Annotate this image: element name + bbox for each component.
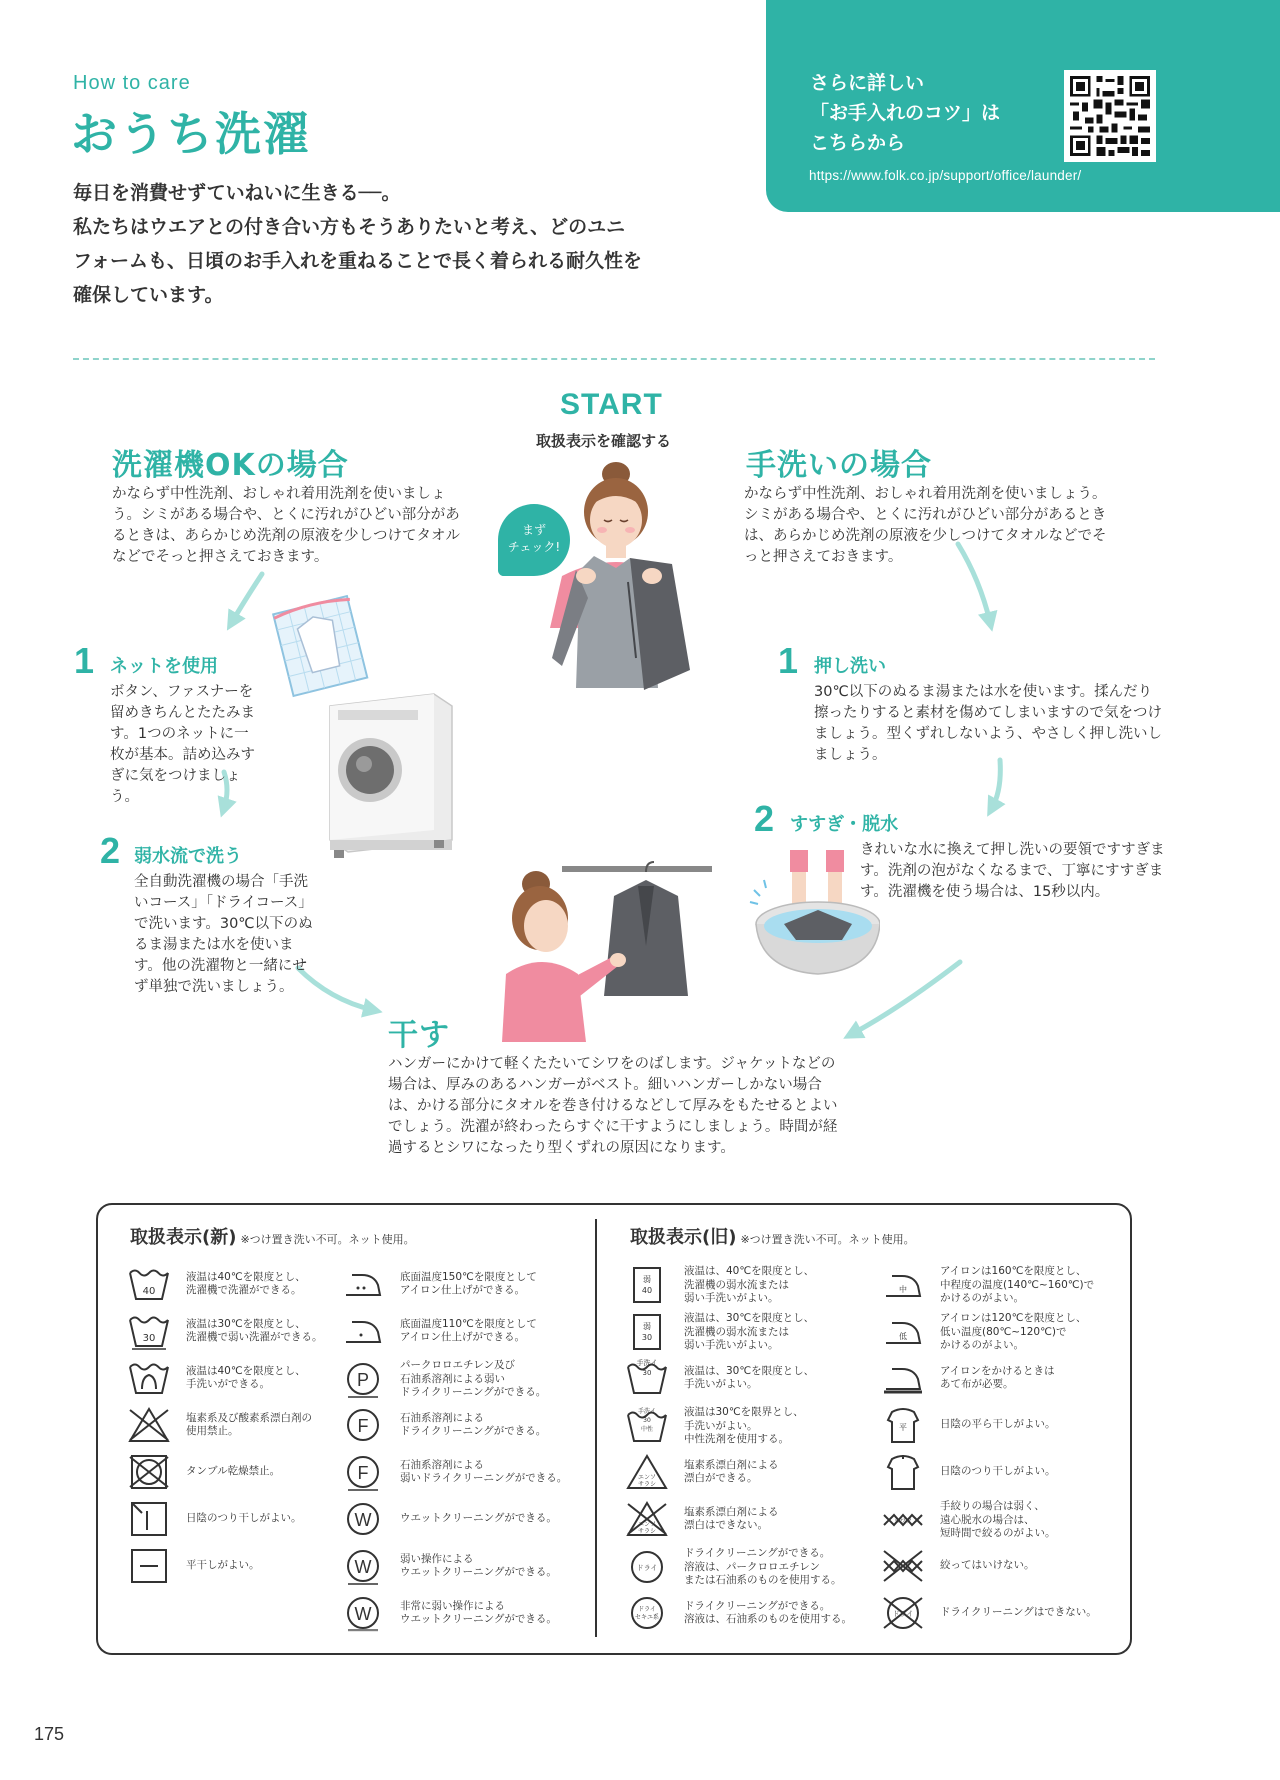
dry-clean-f-gentle-icon [340, 1453, 386, 1491]
svg-text:弱: 弱 [643, 1275, 651, 1285]
care-label-item [624, 1547, 842, 1588]
page-kicker: How to care [73, 72, 191, 94]
svg-text:F: F [357, 1463, 369, 1483]
care-label-item [880, 1594, 1097, 1632]
svg-text:W: W [354, 1557, 372, 1577]
old-iron-medium-icon [880, 1266, 926, 1304]
old-iron-low-icon [880, 1313, 926, 1351]
hand-wash-title: 手洗いの場合 [746, 448, 932, 483]
hand-step2-number: 2 [754, 798, 775, 839]
hand-wash-text: かならず中性洗剤、おしゃれ着用洗剤を使いましょう。シミがある場合や、とくに汚れがひどい部分があるときは、あらかじめ洗剤の原液を少しつけてタオルなどでそっと押さえておきます。 [744, 486, 1107, 565]
old-hand-wash-30-neutral-icon [624, 1407, 670, 1445]
intro-line: 私たちはウエアとの付き合い方もそうありたいと考え、どのユニ [73, 216, 626, 238]
care-new-title [130, 1223, 415, 1249]
care-label-item [880, 1453, 1056, 1491]
machine-step2-number: 2 [100, 830, 121, 871]
care-label-text: ドライクリーニングができる。 溶液は、パークロロエチレン または石油系のものを使用する。 [684, 1547, 842, 1586]
care-label-item [880, 1312, 1086, 1353]
care-label-text: 底面温度110℃を限度として アイロン仕上げができる。 [400, 1317, 537, 1343]
svg-text:ドライ: ドライ [636, 1564, 658, 1573]
care-labels-box [96, 1203, 1132, 1655]
old-no-chlorine-bleach-icon [624, 1500, 670, 1538]
care-label-item [624, 1594, 852, 1632]
care-label-item [624, 1312, 814, 1353]
intro-text [73, 176, 733, 312]
start-subtitle: 取扱表示を確認する [536, 432, 672, 450]
svg-text:W: W [354, 1510, 372, 1530]
care-label-text: 液温は、30℃を限度とし、 手洗いがよい。 [684, 1364, 815, 1390]
wet-clean-gentle-icon [340, 1547, 386, 1585]
care-label-text: アイロンは120℃を限度とし、 低い温度(80℃~120℃)で かけるのがよい。 [940, 1312, 1087, 1351]
more-info-line: 「お手入れのコツ」は [810, 102, 1001, 124]
svg-text:ヨワク: ヨワク [893, 1518, 913, 1526]
care-label-item [126, 1500, 302, 1538]
check-bubble-line: チェック! [507, 540, 561, 554]
old-hand-wash-30-icon [624, 1359, 670, 1397]
care-label-text: 塩素系漂白剤による 漂白ができる。 [684, 1458, 779, 1484]
old-dry-clean-icon [624, 1548, 670, 1586]
care-label-item [880, 1406, 1056, 1444]
no-tumble-dry-icon [126, 1453, 172, 1491]
woman-hanging-jacket-illustration [502, 846, 712, 1046]
care-label-item [340, 1500, 557, 1538]
machine-step2-text: 全自動洗濯機の場合「手洗いコース」「ドライコース」で洗います。30℃以下のぬるま湯または水を使います。他の洗濯物と一緒にせず単独で洗いましょう。 [134, 874, 313, 995]
care-label-text: 日陰の平ら干しがよい。 [940, 1418, 1056, 1431]
old-no-wring-icon [880, 1547, 926, 1585]
hand-step2-text: きれいな水に換えて押し洗いの要領ですすぎます。洗剤の泡がなくなるまで、丁寧にすすぎます。洗濯機を使う場合は、15秒以内。 [860, 842, 1165, 900]
care-label-text: 絞ってはいけない。 [940, 1559, 1035, 1572]
dashed-divider [73, 358, 1155, 360]
care-label-item [624, 1500, 779, 1538]
hand-step1-text: 30℃以下のぬるま湯または水を使います。揉んだり擦ったりすると素材を傷めてしまいますので気をつけましょう。型くずれしないよう、やさしく押し洗いしましょう。 [814, 684, 1162, 763]
care-label-item [340, 1594, 557, 1632]
more-info-box [766, 0, 1280, 212]
old-chlorine-bleach-icon [624, 1453, 670, 1491]
care-label-item [340, 1406, 546, 1444]
care-label-item [126, 1406, 312, 1444]
hand-step2-title: すすぎ・脱水 [790, 814, 899, 835]
old-no-dry-clean-icon [880, 1594, 926, 1632]
more-info-line: こちらから [810, 132, 906, 154]
care-label-item [340, 1312, 537, 1350]
care-label-text: 非常に弱い操作による ウエットクリーニングができる。 [400, 1599, 557, 1625]
iron-110-icon [340, 1312, 386, 1350]
old-flat-dry-shade-icon [880, 1406, 926, 1444]
start-label: START [560, 388, 663, 421]
care-label-text: 塩素系及び酸素系漂白剤の 使用禁止。 [186, 1411, 312, 1437]
svg-text:30: 30 [642, 1369, 652, 1377]
more-info-text [810, 68, 1000, 158]
care-label-item [880, 1547, 1035, 1585]
arrow-hand-step1-to-step2 [992, 760, 1000, 808]
svg-text:中性: 中性 [640, 1426, 654, 1434]
svg-text:低: 低 [899, 1332, 907, 1342]
care-label-item [126, 1265, 306, 1303]
care-label-text: 塩素系漂白剤による 漂白はできない。 [684, 1505, 779, 1531]
svg-text:エンソ: エンソ [637, 1474, 657, 1481]
care-label-text: ドライクリーニングはできない。 [940, 1606, 1097, 1619]
svg-text:サラシ: サラシ [637, 1528, 657, 1535]
wet-clean-very-gentle-icon [340, 1594, 386, 1632]
dry-clean-p-gentle-icon [340, 1360, 386, 1398]
laundry-net-illustration [268, 590, 372, 700]
svg-text:サラシ: サラシ [637, 1481, 657, 1488]
svg-text:手洗イ: 手洗イ [636, 1359, 658, 1367]
svg-text:ドライ: ドライ [892, 1610, 914, 1618]
iron-150-icon [340, 1265, 386, 1303]
svg-text:中: 中 [899, 1285, 907, 1295]
care-label-item [880, 1359, 1055, 1397]
care-label-item [624, 1406, 804, 1447]
arrow-machine-to-step1 [232, 574, 262, 622]
old-wring-gentle-icon [880, 1501, 926, 1539]
care-label-item [126, 1312, 323, 1350]
wet-clean-icon [340, 1500, 386, 1538]
care-old-title [630, 1223, 915, 1249]
intro-line: 確保しています。 [73, 284, 224, 306]
page-title: おうち洗濯 [71, 107, 311, 161]
care-label-text: ドライクリーニングができる。 溶液は、石油系のものを使用する。 [684, 1599, 852, 1625]
dry-text: ハンガーにかけて軽くたたいてシワをのばします。ジャケットなどの場合は、厚みのあるハンガーがベスト。細いハンガーしかない場合は、かける部分にタオルを巻き付けるなどして厚みをもたせるとよいでしょう。洗濯が終わったらすぐに干すようにしましょう。時間が経過するとシワになったり型くずれの原因になります。 [388, 1056, 838, 1156]
qr-code-icon[interactable] [1064, 70, 1156, 162]
care-label-text: 液温は、30℃を限度とし、 洗濯機の弱水流または 弱い手洗いがよい。 [684, 1312, 815, 1351]
page-number: 175 [34, 1724, 65, 1744]
old-iron-cloth-icon [880, 1359, 926, 1397]
old-line-dry-shade-icon [880, 1453, 926, 1491]
care-new-heading: 取扱表示(新) [130, 1227, 237, 1248]
svg-text:40: 40 [142, 1286, 156, 1297]
care-label-text: 底面温度150℃を限度として アイロン仕上げができる。 [400, 1270, 537, 1296]
care-label-item [126, 1359, 306, 1397]
svg-text:弱: 弱 [643, 1322, 651, 1332]
care-label-text: 液温は30℃を限度とし、 洗濯機で弱い洗濯ができる。 [186, 1317, 323, 1343]
no-bleach-icon [126, 1406, 172, 1444]
machine-step2-title: 弱水流で洗う [134, 846, 242, 867]
care-label-item [340, 1359, 546, 1400]
svg-text:ドライ: ドライ [638, 1606, 656, 1613]
machine-step1-number: 1 [74, 640, 95, 681]
wash-40-icon [126, 1265, 172, 1303]
svg-text:F: F [357, 1416, 369, 1436]
care-label-text: ウエットクリーニングができる。 [400, 1512, 557, 1525]
care-new-note: ※つけ置き洗い不可。ネット使用。 [240, 1233, 415, 1246]
machine-step1-title: ネットを使用 [110, 656, 218, 677]
woman-checking-jacket-illustration [532, 458, 698, 702]
svg-text:P: P [356, 1370, 370, 1391]
care-label-item [340, 1265, 537, 1303]
hand-step1-title: 押し洗い [814, 656, 886, 677]
care-label-text: 液温は30℃を限界とし、 手洗いがよい。 中性洗剤を使用する。 [684, 1406, 804, 1445]
care-label-text: 石油系溶剤による ドライクリーニングができる。 [400, 1411, 547, 1437]
intro-line: フォームも、日頃のお手入れを重ねることで長く着られる耐久性を [73, 250, 643, 272]
dry-title: 干す [388, 1018, 450, 1053]
care-label-text: 石油系溶剤による 弱いドライクリーニングができる。 [400, 1458, 568, 1484]
svg-text:30: 30 [142, 1333, 156, 1344]
care-label-text: 液温は、40℃を限度とし、 洗濯機の弱水流または 弱い手洗いがよい。 [684, 1265, 815, 1304]
care-label-text: 液温は40℃を限度とし、 手洗いができる。 [186, 1364, 306, 1390]
care-label-text: 液温は40℃を限度とし、 洗濯機で洗濯ができる。 [186, 1270, 306, 1296]
care-label-text: 日陰のつり干しがよい。 [940, 1465, 1056, 1478]
old-dry-clean-petroleum-icon [624, 1594, 670, 1632]
wash-30-gentle-icon [126, 1312, 172, 1350]
care-label-item [880, 1265, 1094, 1306]
old-wash-40-gentle-icon [624, 1266, 670, 1304]
care-label-item [624, 1453, 779, 1491]
support-url-link[interactable]: https://www.folk.co.jp/support/office/launder/ [809, 168, 1082, 183]
care-label-item [880, 1500, 1056, 1541]
care-label-text: 平干しがよい。 [186, 1559, 260, 1572]
care-label-text: 手絞りの場合は弱く、 遠心脱水の場合は、 短時間で絞るのがよい。 [940, 1500, 1056, 1539]
check-bubble-line: まず [521, 523, 546, 537]
intro-line: 毎日を消費せずていねいに生きる──。 [73, 182, 401, 204]
old-wash-30-gentle-icon [624, 1313, 670, 1351]
care-label-item [126, 1453, 280, 1491]
svg-text:セキユ系: セキユ系 [634, 1614, 660, 1621]
machine-ok-title: 洗濯機OKの場合 [112, 448, 349, 483]
more-info-line: さらに詳しい [810, 72, 925, 94]
svg-text:手洗イ: 手洗イ [637, 1408, 657, 1416]
svg-text:30: 30 [643, 1417, 651, 1425]
svg-text:30: 30 [641, 1333, 653, 1343]
care-label-text: タンブル乾燥禁止。 [186, 1465, 281, 1478]
care-label-text: パークロロエチレン及び 石油系溶剤による弱い ドライクリーニングができる。 [400, 1359, 547, 1398]
svg-text:40: 40 [641, 1286, 653, 1296]
svg-text:エンソ: エンソ [637, 1521, 657, 1528]
svg-text:平: 平 [899, 1423, 907, 1432]
care-label-item [624, 1359, 814, 1397]
hand-step1-number: 1 [778, 640, 799, 681]
svg-text:W: W [354, 1604, 372, 1624]
care-label-text: 弱い操作による ウエットクリーニングができる。 [400, 1552, 557, 1578]
line-dry-shade-icon [126, 1500, 172, 1538]
care-label-text: アイロンをかけるときは あて布が必要。 [940, 1364, 1055, 1390]
care-label-text: 日陰のつり干しがよい。 [186, 1512, 302, 1525]
dry-clean-f-icon [340, 1406, 386, 1444]
care-label-text: アイロンは160℃を限度とし、 中程度の温度(140℃~160℃)で かけるのがよい。 [940, 1265, 1095, 1304]
care-label-item [340, 1453, 567, 1491]
hand-wash-icon [126, 1359, 172, 1397]
care-label-item [126, 1547, 260, 1585]
flat-dry-icon [126, 1547, 172, 1585]
washing-machine-illustration [324, 690, 456, 860]
care-label-item [624, 1265, 814, 1306]
care-label-item [340, 1547, 557, 1585]
care-old-heading: 取扱表示(旧) [630, 1227, 737, 1248]
machine-ok-text: かならず中性洗剤、おしゃれ着用洗剤を使いましょう。シミがある場合や、とくに汚れがひどい部分があるときは、あらかじめ洗剤の原液を少しつけてタオルなどでそっと押さえておきます。 [112, 486, 460, 565]
machine-step1-text: ボタン、ファスナーを留めきちんとたたみます。1つのネットに一枚が基本。詰め込みすぎに気をつけましょう。 [110, 684, 255, 805]
hand-wash-basin-illustration [748, 850, 880, 980]
care-old-note: ※つけ置き洗い不可。ネット使用。 [740, 1233, 915, 1246]
care-column-separator [595, 1219, 597, 1637]
